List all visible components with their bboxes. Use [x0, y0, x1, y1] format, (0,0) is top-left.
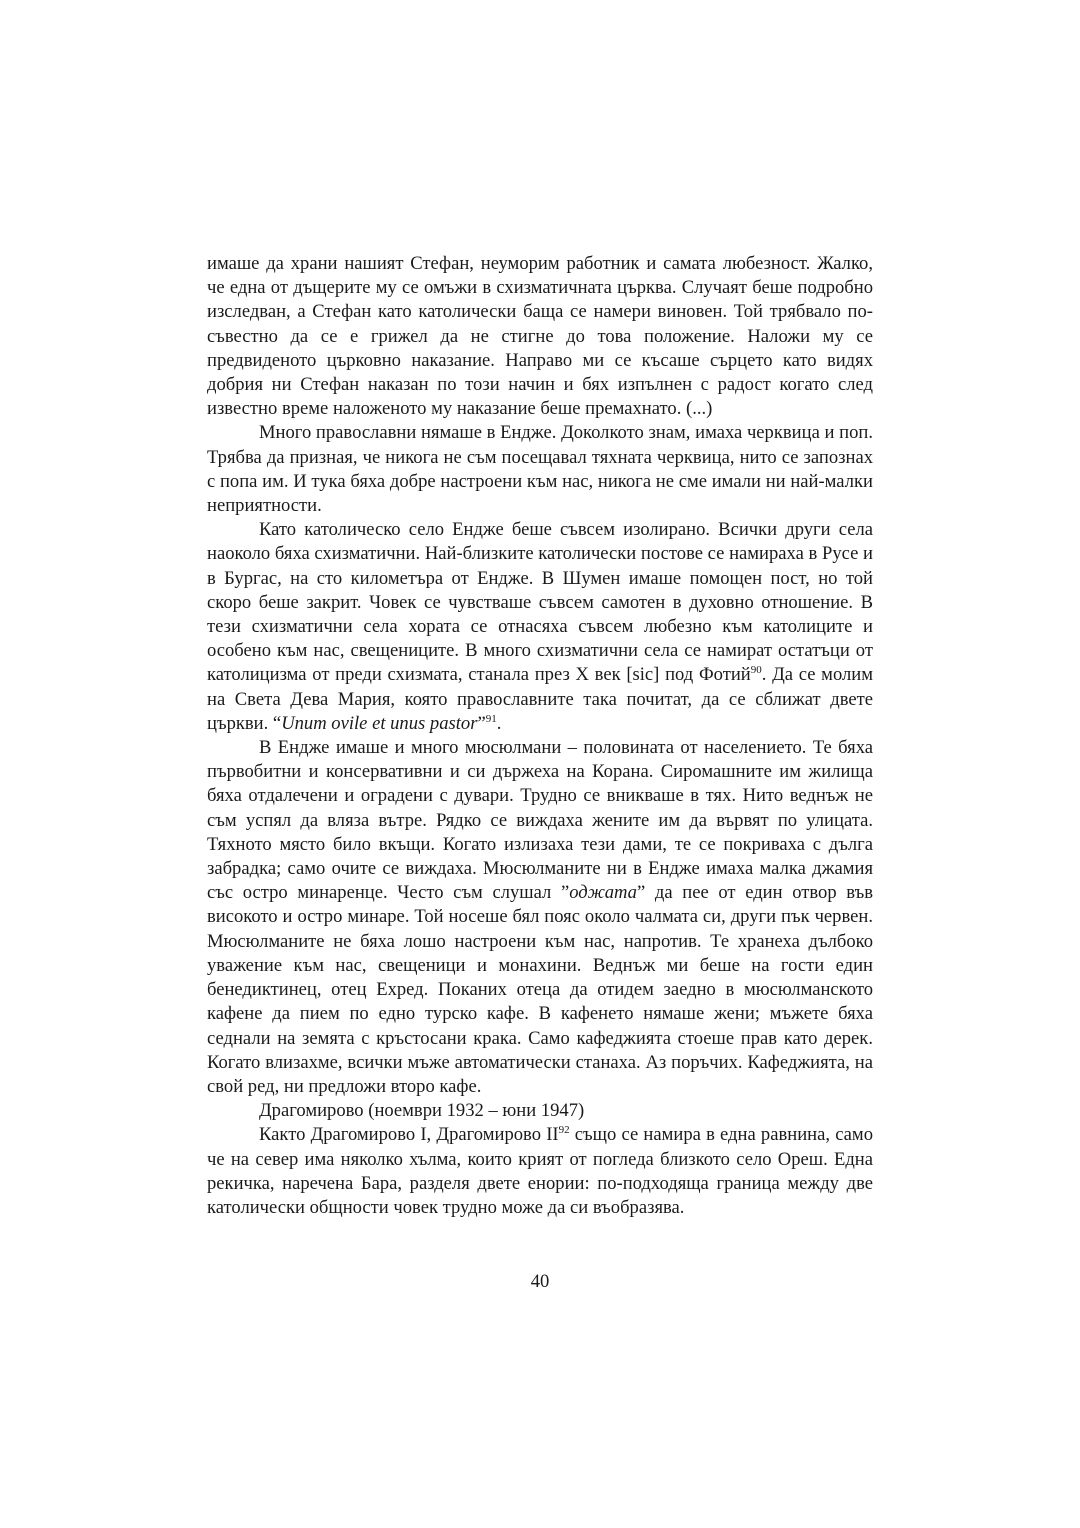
paragraph-5-text-a: Както Драгомирово I, Драгомирово II	[259, 1124, 559, 1146]
paragraph-5	[207, 1123, 873, 1220]
paragraph-3-text-a: Като католическо село Ендже беше съвсем изолирано. Всички други села наоколо бяха схизматични. Най-близките католически постове се намираха в Русе и в Бургас, на сто километъра от Ендже. В Шумен имаше помощен пост, но той скоро беше закрит. Човек се чувстваше съвсем самотен в духовно отношение. В тези схизматични села хората се отнасяха съвсем любезно към католиците и особено към нас, свещениците. В много схизматични села се намират остатъци от католицизма от преди схизмата, станала през X век [sic] под Фотий	[207, 519, 873, 686]
body-text	[207, 252, 873, 1220]
footnote-ref-91: 91	[485, 712, 497, 725]
paragraph-2: Много православни нямаше в Ендже. Доколкото знам, имаха черквица и поп. Трябва да призная, че никога не съм посещавал тяхната черквица, нито се запознах с попа им. И тука бяха добре настроени към нас, никога не сме имали ни най-малки неприятности.	[207, 422, 873, 517]
paragraph-3-text-b: . Да се молим на Света Дева Мария, която православните така почитат, да се сближат двете църкви. “	[207, 664, 873, 734]
paragraph-4-text-a: В Ендже имаше и много мюсюлмани – половината от населението. Те бяха първобитни и консервативни и си държеха на Корана. Сиромашните им жилища бяха отдалечени и оградени с дувари. Трудно се вникваше в тях. Нито веднъж не съм успял да вляза вътре. Рядко се виждаха жените им да вървят по улицата. Тяхното място било вкъщи. Когато излизаха тези дами, те се покриваха с дълга забрадка; само очите се виждаха. Мюсюлманите ни в Ендже имаха малка джамия със остро минаренце. Често съм слушал ”	[207, 737, 873, 904]
odzhata-word: оджата	[569, 882, 637, 904]
paragraph-3	[207, 518, 873, 736]
paragraph-4	[207, 736, 873, 1099]
section-heading: Драгомирово (ноември 1932 – юни 1947)	[259, 1100, 585, 1122]
page-number: 40	[530, 1271, 550, 1292]
footnote-ref-92: 92	[558, 1124, 570, 1137]
paragraph-4-text-b: ” да пее от един отвор във високото и остро минаре. Той носеше бял пояс около чалмата си, други пък червен. Мюсюлманите не бяха лошо настроени към нас, напротив. Те хранеха дълбоко уважение към нас, свещеници и монахини. Веднъж ми беше на гости един бенедиктинец, отец Ехред. Поканих отеца да отидем заедно в мюсюлманското кафене да пием по едно турско кафе. В кафенето нямаше жени; мъжете бяха седнали на земята с кръстосани крака. Само кафеджията стоеше прав като дерек. Когато влизахме, всички мъже автоматически станаха. Аз поръчих. Кафеджията, на свой ред, ни предложи второ кафе.	[207, 882, 873, 1097]
paragraph-5-text-b: също се намира в една равнина, само че на север има няколко хълма, които крият от погледа близкото село Ореш. Една рекичка, наречена Бара, разделя двете енории: по-подходяща граница между две католически общности човек трудно може да си въобразява.	[207, 1124, 873, 1218]
footnote-ref-90: 90	[750, 664, 762, 677]
paragraph-3-text-c: ”	[477, 712, 486, 734]
latin-quote: Unum ovile et unus pastor	[281, 712, 478, 734]
paragraph-3-text-d: .	[496, 712, 502, 734]
paragraph-1: имаше да храни нашият Стефан, неуморим работник и самата любезност. Жалко, че една от дъщерите му се омъжи в схизматичната църква. Случаят беше подробно изследван, а Стефан като католически баща се намери виновен. Той трябвало по-съвестно да се е грижел да не стигне до това положение. Наложи му се предвиденото църковно наказание. Направо ми се късаше сърцето като видях добрия ни Стефан наказан по този начин и бях изпълнен с радост когато след известно време наложеното му наказание беше премахнато. (...)	[207, 253, 873, 420]
